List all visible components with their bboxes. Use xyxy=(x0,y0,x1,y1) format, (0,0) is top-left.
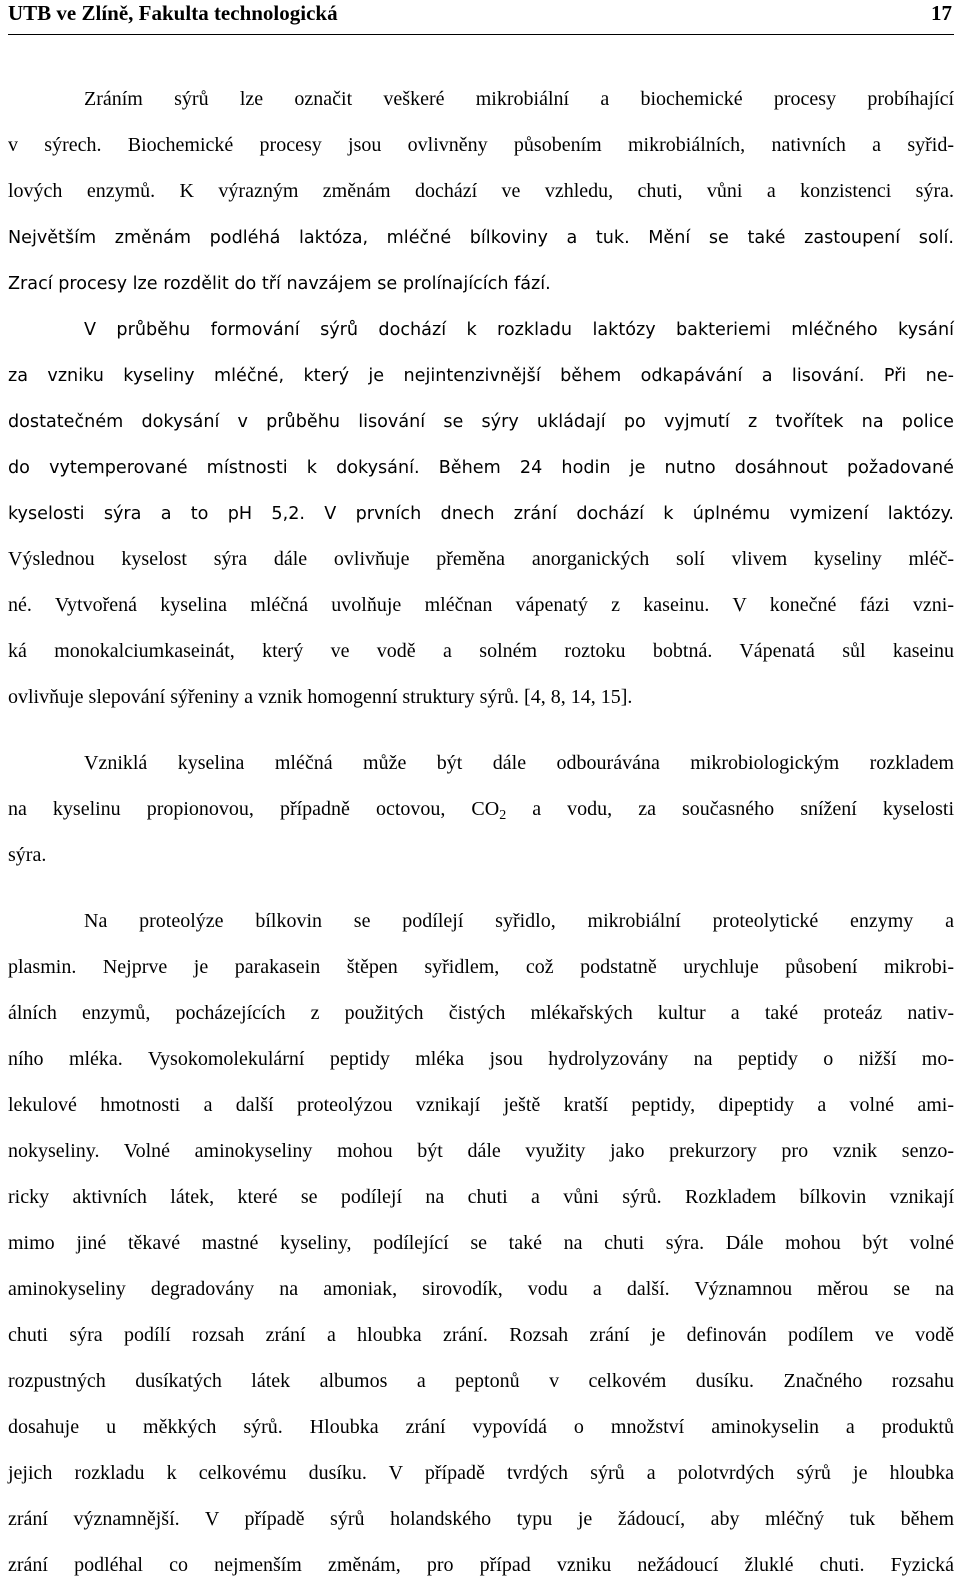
text-line: Vzniklá kyselina mléčná může být dále odbourávána mikrobiologickým rozkladem xyxy=(84,752,954,774)
text-line: rozpustných dusíkatých látek albumos a peptonů v celkovém dusíku. Značného rozsahu xyxy=(8,1370,954,1392)
text-line xyxy=(8,444,954,490)
header-title: UTB ve Zlíně, Fakulta technologická xyxy=(8,1,338,25)
body-text xyxy=(8,76,954,1588)
text-segment: na kyselinu propionovou, případně octovou, CO xyxy=(8,798,500,820)
paragraph-4 xyxy=(8,898,954,1588)
text-line: jejich rozkladu k celkovému dusíku. V případě tvrdých sýrů a polotvrdých sýrů je hloubka xyxy=(8,1462,954,1484)
text-line-content: dostatečném dokysání v průběhu lisování se sýry ukládají po vyjmutí z tvořítek na police xyxy=(8,412,954,432)
text-line: ovlivňuje slepování sýřeniny a vznik homogenní struktury sýrů. [4, 8, 14, 15]. xyxy=(8,686,633,708)
text-line: né. Vytvořená kyselina mléčná uvolňuje mléčnan vápenatý z kaseinu. V konečné fázi vzni- xyxy=(8,594,954,616)
text-line: nokyseliny. Volné aminokyseliny mohou být dále využity jako prekurzory pro vznik senzo- xyxy=(8,1140,954,1162)
text-line: álních enzymů, pocházejících z použitých čistých mlékařských kultur a také proteáz nativ- xyxy=(8,1002,954,1024)
text-line-content: za vzniku kyseliny mléčné, který je nejintenzivnější během odkapávání a lisování. Při ne- xyxy=(8,366,954,386)
text-line: lových enzymů. K výrazným změnám dochází ve vzhledu, chuti, vůni a konzistenci sýra. xyxy=(8,180,954,202)
text-line: Výslednou kyselost sýra dále ovlivňuje přeměna anorganických solí vlivem kyseliny mléč- xyxy=(8,548,954,570)
text-line: Zráním sýrů lze označit veškeré mikrobiální a biochemické procesy probíhající xyxy=(84,88,954,110)
text-line xyxy=(8,260,954,306)
text-line: ricky aktivních látek, které se podílejí na chuti a vůni sýrů. Rozkladem bílkovin vznikají xyxy=(8,1186,954,1208)
text-line-content: Zrací procesy lze rozdělit do tří navzájem se prolínajících fází. xyxy=(8,274,551,294)
text-line-content: do vytemperované místnosti k dokysání. Během 24 hodin je nutno dosáhnout požadované xyxy=(8,458,954,478)
paragraph-2 xyxy=(8,306,954,720)
text-line: mimo jiné těkavé mastné kyseliny, podílející se také na chuti sýra. Dále mohou být volné xyxy=(8,1232,954,1254)
paragraph-1 xyxy=(8,76,954,306)
text-line-content: Největším změnám podléhá laktóza, mléčné bílkoviny a tuk. Mění se také zastoupení solí. xyxy=(8,228,954,248)
paragraph-3 xyxy=(8,740,954,878)
text-line: sýra. xyxy=(8,844,47,866)
text-line-content: kyselosti sýra a to pH 5,2. V prvních dnech zrání dochází k úplnému vymizení laktózy. xyxy=(8,504,954,524)
text-line: ká monokalciumkaseinát, který ve vodě a solném roztoku bobtná. Vápenatá sůl kaseinu xyxy=(8,640,954,662)
text-line: zrání podléhal co nejmenším změnám, pro případ vzniku nežádoucí žluklé chuti. Fyzická xyxy=(8,1554,954,1576)
page-number: 17 xyxy=(931,1,952,25)
text-line xyxy=(8,786,954,832)
page-header xyxy=(8,0,954,35)
text-line: v sýrech. Biochemické procesy jsou ovlivněny působením mikrobiálních, nativních a syřid- xyxy=(8,134,954,156)
text-line: zrání významnější. V případě sýrů holandského typu je žádoucí, aby mléčný tuk během xyxy=(8,1508,954,1530)
text-line: plasmin. Nejprve je parakasein štěpen syřidlem, což podstatně urychluje působení mikrobi- xyxy=(8,956,954,978)
text-line: chuti sýra podílí rozsah zrání a hloubka zrání. Rozsah zrání je definován podílem ve vodě xyxy=(8,1324,954,1346)
text-line xyxy=(8,214,954,260)
text-line: aminokyseliny degradovány na amoniak, sirovodík, vodu a další. Významnou měrou se na xyxy=(8,1278,954,1300)
text-line: ního mléka. Vysokomolekulární peptidy mléka jsou hydrolyzovány na peptidy o nižší mo- xyxy=(8,1048,954,1070)
text-line xyxy=(8,398,954,444)
text-line: Na proteolýze bílkovin se podílejí syřidlo, mikrobiální proteolytické enzymy a xyxy=(84,910,954,932)
text-line: lekulové hmotnosti a další proteolýzou vznikají ještě kratší peptidy, dipeptidy a volné ami- xyxy=(8,1094,954,1116)
subscript: 2 xyxy=(499,808,507,823)
text-segment: a vodu, za současného snížení kyselosti xyxy=(506,798,954,820)
text-line: dosahuje u měkkých sýrů. Hloubka zrání vypovídá o množství aminokyselin a produktů xyxy=(8,1416,954,1438)
text-line-content: V průběhu formování sýrů dochází k rozkladu laktózy bakteriemi mléčného kysání xyxy=(84,320,954,340)
text-line xyxy=(8,490,954,536)
text-line xyxy=(8,306,954,352)
text-line xyxy=(8,352,954,398)
